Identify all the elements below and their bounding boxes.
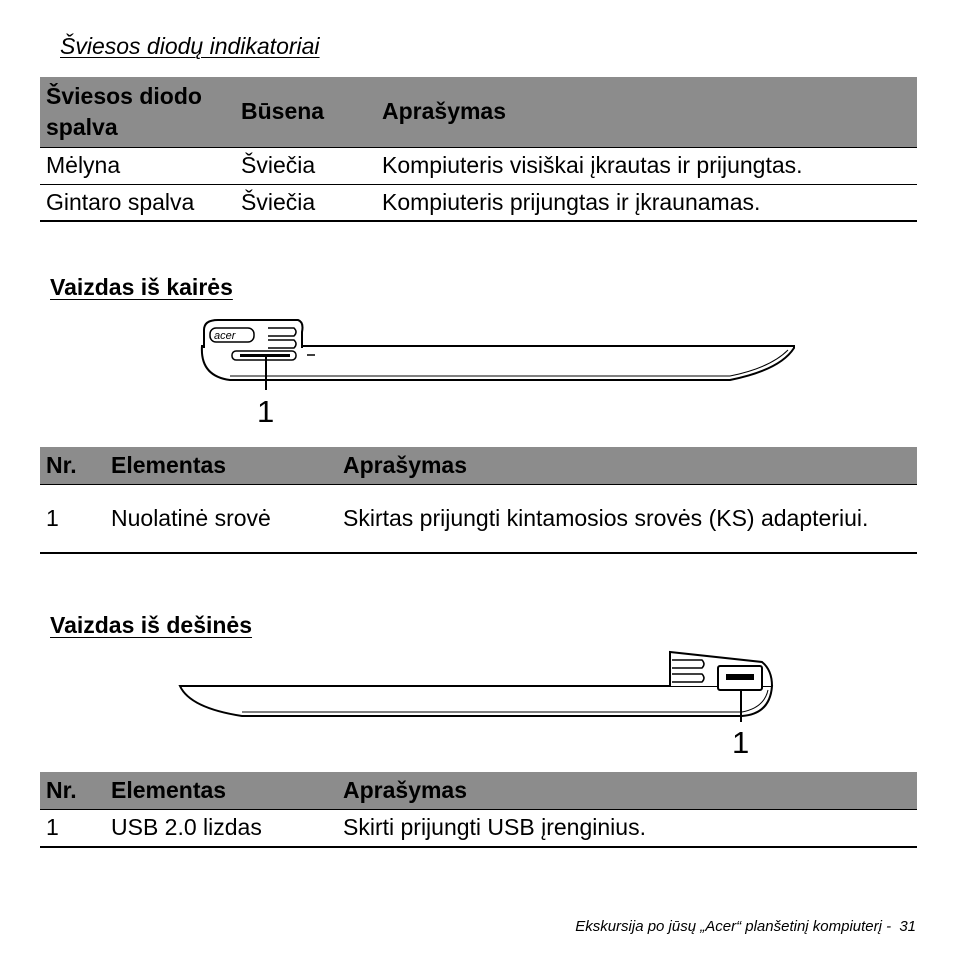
right-view-table	[40, 772, 917, 848]
table-cell: 1	[40, 484, 105, 553]
table-header-row	[40, 772, 917, 809]
table-row	[40, 147, 917, 184]
table-cell: Skirti prijungti USB įrenginius.	[337, 809, 917, 847]
right-view-title: Vaizdas iš dešinės	[50, 612, 253, 638]
column-header: Aprašymas	[337, 447, 917, 484]
table-header-row	[40, 77, 917, 147]
table-cell: Šviečia	[235, 147, 376, 184]
column-header: Aprašymas	[376, 77, 917, 147]
column-header: Elementas	[105, 772, 337, 809]
table-cell: Nuolatinė srovė	[105, 484, 337, 553]
column-header: Šviesos diodo spalva	[40, 77, 235, 147]
right-callout-number: 1	[732, 725, 750, 760]
left-side-illustration	[190, 308, 810, 390]
table-cell: Kompiuteris prijungtas ir įkraunamas.	[376, 184, 917, 221]
table-cell: Šviečia	[235, 184, 376, 221]
led-section-title: Šviesos diodų indikatoriai	[60, 33, 320, 59]
page-number: 31	[899, 918, 916, 935]
column-header: Aprašymas	[337, 772, 917, 809]
left-callout-number: 1	[257, 394, 275, 429]
column-header: Nr.	[40, 447, 105, 484]
table-cell: USB 2.0 lizdas	[105, 809, 337, 847]
column-header: Nr.	[40, 772, 105, 809]
column-header: Elementas	[105, 447, 337, 484]
table-cell: Skirtas prijungti kintamosios srovės (KS) adapteriui.	[337, 484, 917, 553]
table-cell: Kompiuteris visiškai įkrautas ir prijungtas.	[376, 147, 917, 184]
table-header-row	[40, 447, 917, 484]
table-row	[40, 184, 917, 221]
table-cell: 1	[40, 809, 105, 847]
table-row	[40, 484, 917, 553]
page-footer	[575, 918, 916, 935]
table-cell: Mėlyna	[40, 147, 235, 184]
led-table	[40, 77, 917, 222]
table-row	[40, 809, 917, 847]
left-view-title: Vaizdas iš kairės	[50, 274, 233, 300]
acer-logo: acer	[214, 330, 236, 342]
footer-text: Ekskursija po jūsų „Acer“ planšetinį kompiuterį -	[575, 918, 892, 935]
table-cell: Gintaro spalva	[40, 184, 235, 221]
column-header: Būsena	[235, 77, 376, 147]
left-view-table	[40, 447, 917, 554]
right-side-illustration	[172, 646, 782, 722]
